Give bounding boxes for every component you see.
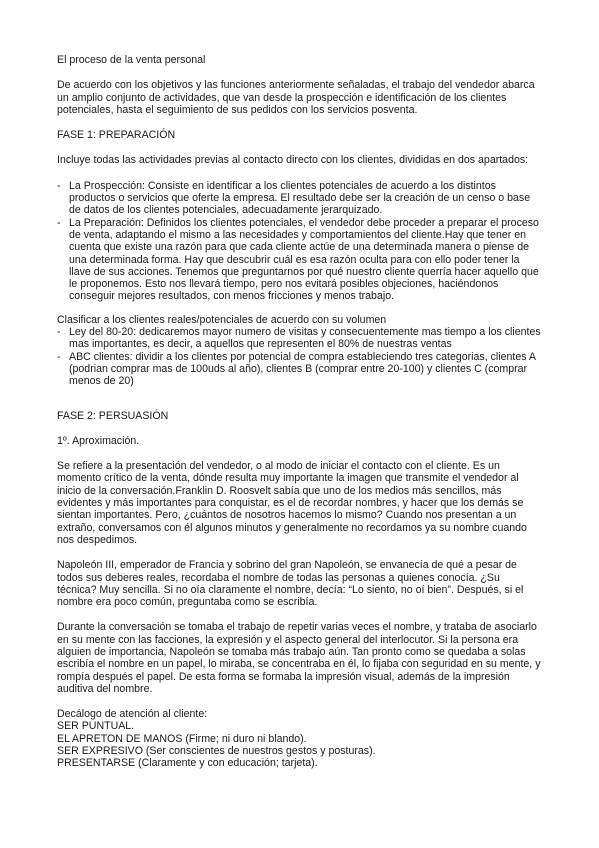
fase2-subheading: 1º. Aproximación. (57, 434, 140, 447)
fase2-paragraph-1: Se refiere a la presentación del vendedor, o al modo de iniciar el contacto con el cliente. Es un momento crítico de la venta, dónde resulta muy importante la imagen que transmite el vendedor al inicio de la conversación.Franklin D. Roosvelt sabía que uno de los medios más sencillos, más evidentes y más importantes para conquistar, es el de recordar nombres, y hacer que los demás se sientan importantes. Pero, ¿cuántos de nosotros hacemos lo mismo? Cuando nos presentan a un extraño, conversamos con él algunos minutos y generalmente no recordamos ya su nombre cuando nos despedimos. (57, 460, 527, 546)
classify-heading: Clasificar a los clientes reales/potenciales de acuerdo con su volumen (57, 313, 387, 326)
fase2-paragraph-2: Napoleón III, emperador de Francia y sobrino del gran Napoleón, se envanecía de qué a pesar de todos sus deberes reales, recordaba el nombre de todas las personas a quienes conocía. ¿Su técnica? Muy sencilla. Si no oía claramente el nombre, decía: “Lo siento, no oí bien”. Después, si el nombre era poco común, preguntaba como se escribía. (57, 559, 524, 609)
fase2-heading: FASE 2: PERSUASIÓN (57, 409, 169, 422)
decalogo-line: EL APRETON DE MANOS (Firme; ni duro ni blando). (57, 732, 307, 745)
decalogo-heading: Decálogo de atención al cliente: (57, 708, 208, 721)
list-item: - Ley del 80-20: dedicaremos mayor numero de visitas y consecuentemente mas tiempo a los clientes mas importantes, es decir, a aquellos que representen el 80% de nuestras ventas (57, 326, 542, 351)
classify-list (57, 326, 542, 387)
list-item: - La Preparación: Definidos los clientes potenciales, el vendedor debe proceder a preparar el proceso de venta, adaptando el mismo a las necesidades y comportamientos del cliente.Hay que tener en cuenta que existe una razón para que cada cliente actúe de una determinada manera o piense de una determinada forma. Hay que descubrir cuál es esa razón oculta para con ello poder tener la llave de sus acciones. Tenemos que preguntarnos por qué nuestro cliente querría hacer aquello que le proponemos. Esto nos llevará tiempo, pero nos evitará posibles objeciones, haciéndonos conseguir mejores resultados, con menos fricciones y menos trabajo. (57, 217, 542, 303)
decalogo-line: PRESENTARSE (Claramente y con educación; tarjeta). (57, 757, 318, 770)
list-item: - ABC clientes: dividir a los clientes por potencial de compra estableciendo tres categorias, clientes A (podrian comprar mas de 100uds al año), clientes B (comprar entre 20-100) y clientes C (comprar menos de 20) (57, 351, 542, 388)
list-item: - La Prospección: Consiste en identificar a los clientes potenciales de acuerdo a los distintos productos o servicios que oferte la empresa. El resultado debe ser la creación de un censo o base de datos de los clientes potenciales, adecuadamente jerarquizado. (57, 180, 542, 217)
fase1-list (57, 180, 542, 303)
fase1-intro: Incluye todas las actividades previas al contacto directo con los clientes, divididas en dos apartados: (57, 154, 529, 167)
fase1-heading: FASE 1: PREPARACIÓN (57, 129, 176, 142)
decalogo-line: SER PUNTUAL. (57, 720, 135, 733)
intro-paragraph: De acuerdo con los objetivos y las funciones anteriormente señaladas, el trabajo del vendedor abarca un amplio conjunto de actividades, que van desde la prospección e identificación de los clientes potenciales, hasta el seguimiento de sus pedidos con los servicios posventa. (57, 79, 535, 116)
fase2-paragraph-3: Durante la conversación se tomaba el trabajo de repetir varias veces el nombre, y trataba de asociarlo en su mente con las facciones, la expresión y el aspecto general del interlocutor. Si la persona era alguien de importancia, Napoleón se tomaba más trabajo aún. Tan pronto como se quedaba a solas escribía el nombre en un papel, lo miraba, se concentraba en él, lo fijaba con seguridad en su mente, y rompía después el papel. De esta forma se formaba la impresión visual, además de la impresión auditiva del nombre. (57, 621, 541, 695)
decalogo-line: SER EXPRESIVO (Ser conscientes de nuestros gestos y posturas). (57, 745, 376, 758)
document-title: El proceso de la venta personal (57, 54, 206, 66)
document-page (57, 54, 542, 770)
